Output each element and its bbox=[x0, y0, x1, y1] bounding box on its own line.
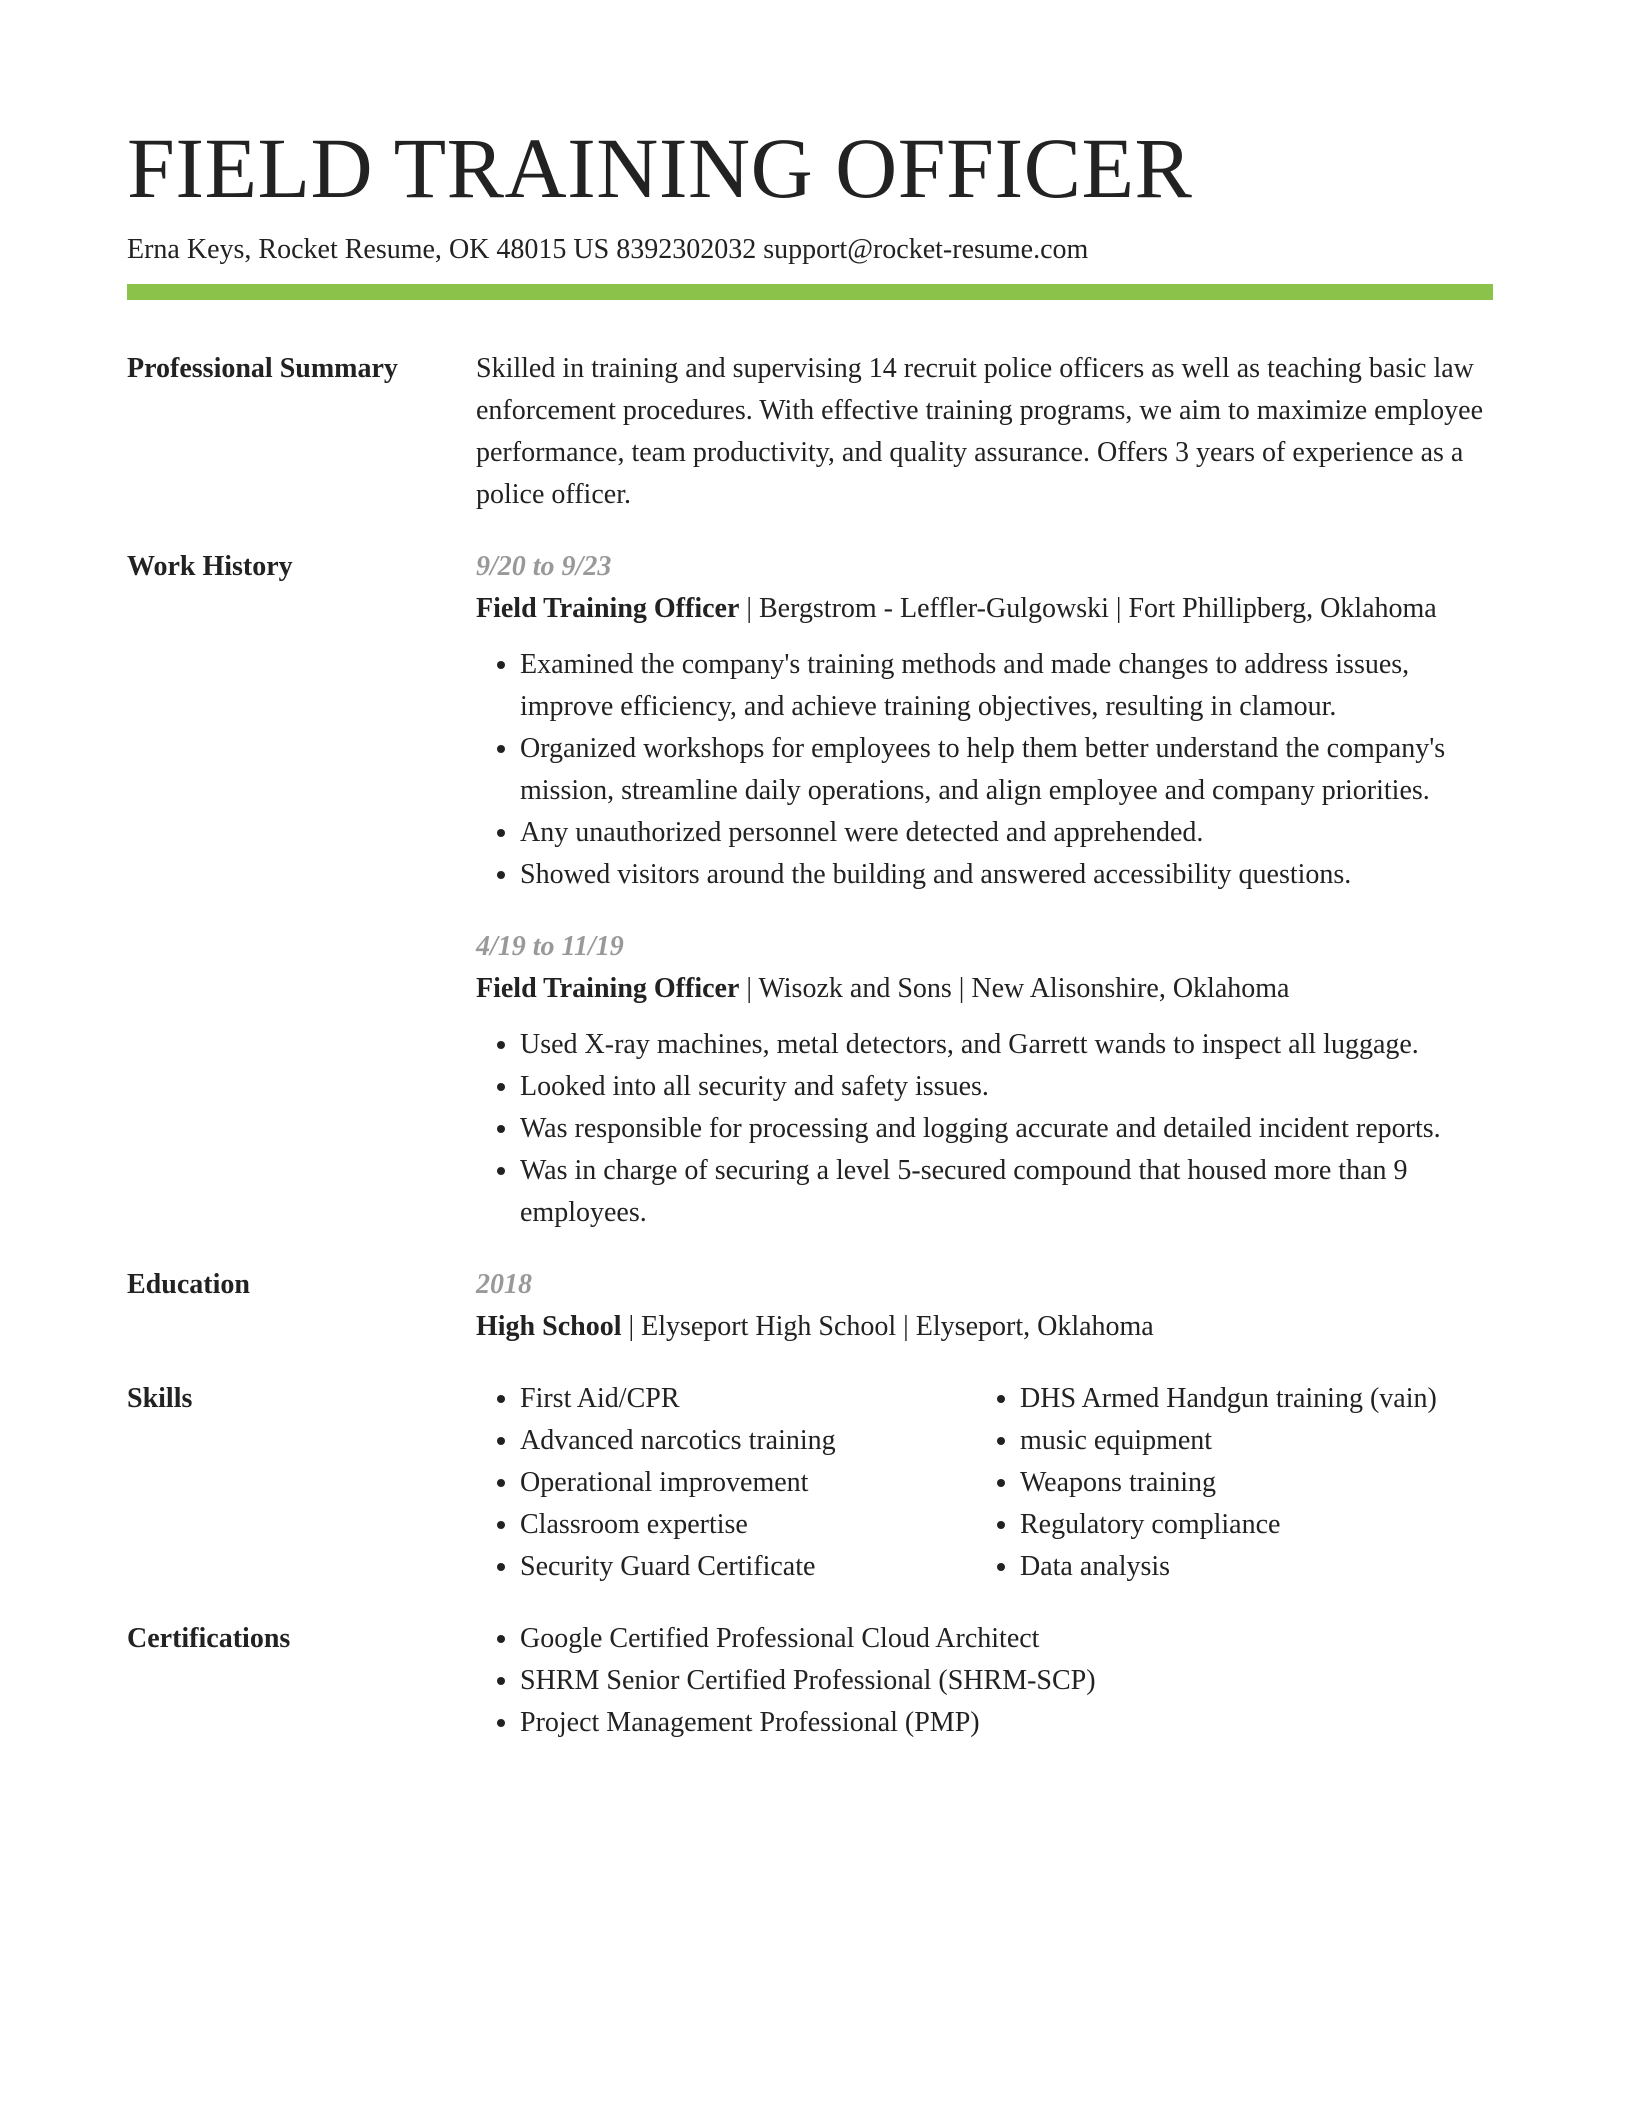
work-history-body bbox=[476, 546, 1493, 1234]
list-item: • DHS Armed Handgun training (vain) bbox=[1020, 1378, 1493, 1420]
accent-divider bbox=[127, 284, 1493, 300]
education-school-location: | Elyseport High School | Elyseport, Oklahoma bbox=[621, 1311, 1154, 1342]
list-item: • Weapons training bbox=[1020, 1462, 1493, 1504]
job-heading bbox=[476, 968, 1493, 1010]
list-item: • Examined the company's training methods and made changes to address issues, improve efficiency, and achieve training objectives, resulting in clamour. bbox=[520, 644, 1493, 728]
list-item: • music equipment bbox=[1020, 1420, 1493, 1462]
certifications-body bbox=[476, 1618, 1493, 1744]
job-dates: 9/20 to 9/23 bbox=[476, 551, 612, 582]
list-item: • Any unauthorized personnel were detected and apprehended. bbox=[520, 812, 1493, 854]
summary-text: Skilled in training and supervising 14 recruit police officers as well as teaching basic law enforcement procedures. With effective training programs, we aim to maximize employee performance, team productivity, and quality assurance. Offers 3 years of experience as a police officer. bbox=[476, 353, 1484, 510]
list-item: • Looked into all security and safety issues. bbox=[520, 1066, 1493, 1108]
job-employer-location: | Bergstrom - Leffler-Gulgowski | Fort Phillipberg, Oklahoma bbox=[739, 593, 1437, 624]
work-history-section bbox=[127, 546, 1493, 1234]
contact-phone: 8392302032 bbox=[616, 234, 757, 265]
list-item: • Was in charge of securing a level 5-secured compound that housed more than 9 employees. bbox=[520, 1150, 1493, 1234]
summary-section bbox=[127, 348, 1493, 516]
job-role: Field Training Officer bbox=[476, 973, 740, 1004]
skills-columns bbox=[476, 1378, 1493, 1588]
job-role: Field Training Officer bbox=[476, 593, 740, 624]
skills-column-left bbox=[476, 1378, 976, 1588]
contact-country: US bbox=[573, 234, 610, 265]
list-item: • Project Management Professional (PMP) bbox=[520, 1702, 1493, 1744]
certifications-section bbox=[127, 1618, 1493, 1744]
list-item: • Showed visitors around the building and answered accessibility questions. bbox=[520, 854, 1493, 896]
job-bullets bbox=[476, 644, 1493, 896]
contact-line bbox=[127, 230, 1493, 270]
list-item: • Was responsible for processing and logging accurate and detailed incident reports. bbox=[520, 1108, 1493, 1150]
contact-email: support@rocket-resume.com bbox=[763, 234, 1089, 265]
list-item: • Used X-ray machines, metal detectors, and Garrett wands to inspect all luggage. bbox=[520, 1024, 1493, 1066]
section-label-certifications: Certifications bbox=[127, 1623, 291, 1654]
contact-company: Rocket Resume, bbox=[258, 234, 442, 265]
section-label-skills: Skills bbox=[127, 1383, 193, 1414]
list-item: • Data analysis bbox=[1020, 1546, 1493, 1588]
list-item: • Advanced narcotics training bbox=[520, 1420, 976, 1462]
education-degree: High School bbox=[476, 1311, 622, 1342]
list-item: • First Aid/CPR bbox=[520, 1378, 976, 1420]
job-bullets bbox=[476, 1024, 1493, 1234]
job-entry bbox=[476, 546, 1493, 896]
skills-column-right bbox=[976, 1378, 1493, 1588]
job-dates: 4/19 to 11/19 bbox=[476, 931, 624, 962]
skills-section bbox=[127, 1378, 1493, 1588]
education-date: 2018 bbox=[476, 1269, 532, 1300]
list-item: • Google Certified Professional Cloud Architect bbox=[520, 1618, 1493, 1660]
job-heading bbox=[476, 588, 1493, 630]
education-body bbox=[476, 1264, 1493, 1348]
section-label-summary: Professional Summary bbox=[127, 353, 398, 384]
section-label-education: Education bbox=[127, 1269, 250, 1300]
list-item: • Operational improvement bbox=[520, 1462, 976, 1504]
list-item: • Classroom expertise bbox=[520, 1504, 976, 1546]
resume-title: FIELD TRAINING OFFICER bbox=[127, 120, 1193, 216]
contact-name: Erna Keys, bbox=[127, 234, 252, 265]
certifications-list bbox=[476, 1618, 1493, 1744]
section-label-work-history: Work History bbox=[127, 551, 293, 582]
job-employer-location: | Wisozk and Sons | New Alisonshire, Oklahoma bbox=[739, 973, 1290, 1004]
education-heading bbox=[476, 1306, 1493, 1348]
list-item: • Organized workshops for employees to help them better understand the company's mission, streamline daily operations, and align employee and company priorities. bbox=[520, 728, 1493, 812]
list-item: • Regulatory compliance bbox=[1020, 1504, 1493, 1546]
list-item: • SHRM Senior Certified Professional (SHRM-SCP) bbox=[520, 1660, 1493, 1702]
job-entry bbox=[476, 926, 1493, 1234]
education-section bbox=[127, 1264, 1493, 1348]
resume-page bbox=[127, 118, 1493, 1744]
contact-state-zip: OK 48015 bbox=[448, 234, 567, 265]
list-item: • Security Guard Certificate bbox=[520, 1546, 976, 1588]
